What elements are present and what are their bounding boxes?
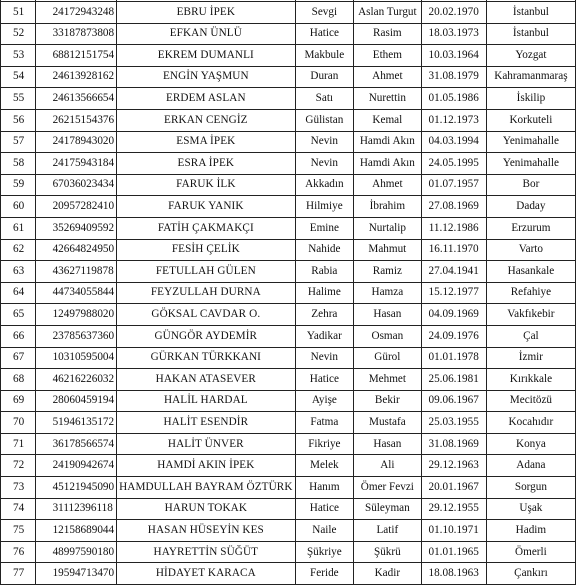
full-name-cell: HALİT ÜNVER xyxy=(117,433,295,455)
full-name-cell: HALİT ESENDİR xyxy=(117,412,295,434)
full-name-cell: ERDEM ASLAN xyxy=(117,88,295,110)
birth-place-cell: Mecitözü xyxy=(486,390,575,412)
id-number-cell: 24613566654 xyxy=(35,88,117,110)
father-name-cell: Hamdi Akın xyxy=(354,153,421,175)
mother-name-cell: Hatice xyxy=(295,369,354,391)
table-row xyxy=(1,325,576,347)
birth-date-cell: 04.03.1994 xyxy=(421,131,486,153)
birth-date-cell: 31.08.1969 xyxy=(421,433,486,455)
mother-name-cell: Akkadın xyxy=(295,174,354,196)
full-name-cell: FARUK İLK xyxy=(117,174,295,196)
full-name-cell: GÖKSAL CAVDAR O. xyxy=(117,304,295,326)
birth-place-cell: Korkuteli xyxy=(486,109,575,131)
table-row xyxy=(1,153,576,175)
row-number-cell: 51 xyxy=(1,2,36,24)
father-name-cell: Nurtalip xyxy=(354,217,421,239)
id-number-cell: 46216226032 xyxy=(35,369,117,391)
birth-place-cell: Varto xyxy=(486,239,575,261)
row-number-cell: 71 xyxy=(1,433,36,455)
table-row xyxy=(1,282,576,304)
mother-name-cell: Hatice xyxy=(295,23,354,45)
mother-name-cell: Hatice xyxy=(295,498,354,520)
id-number-cell: 44734055844 xyxy=(35,282,117,304)
full-name-cell: EKREM DUMANLI xyxy=(117,45,295,67)
table-row xyxy=(1,174,576,196)
row-number-cell: 59 xyxy=(1,174,36,196)
birth-place-cell: Adana xyxy=(486,455,575,477)
id-number-cell: 42664824950 xyxy=(35,239,117,261)
table-row xyxy=(1,88,576,110)
birth-place-cell: İskilip xyxy=(486,88,575,110)
full-name-cell: FETULLAH GÜLEN xyxy=(117,261,295,283)
birth-date-cell: 10.03.1964 xyxy=(421,45,486,67)
full-name-cell: FATİH ÇAKMAKÇI xyxy=(117,217,295,239)
table-row xyxy=(1,2,576,24)
birth-place-cell: Çal xyxy=(486,325,575,347)
father-name-cell: Latif xyxy=(354,520,421,542)
full-name-cell: ENGİN YAŞMUN xyxy=(117,66,295,88)
mother-name-cell: Naile xyxy=(295,520,354,542)
mother-name-cell: Makbule xyxy=(295,45,354,67)
birth-date-cell: 20.02.1970 xyxy=(421,2,486,24)
birth-place-cell: Konya xyxy=(486,433,575,455)
full-name-cell: HALİL HARDAL xyxy=(117,390,295,412)
row-number-cell: 63 xyxy=(1,261,36,283)
father-name-cell: Mahmut xyxy=(354,239,421,261)
mother-name-cell: Nevin xyxy=(295,153,354,175)
birth-date-cell: 16.11.1970 xyxy=(421,239,486,261)
id-number-cell: 24172943248 xyxy=(35,2,117,24)
table-row xyxy=(1,455,576,477)
id-number-cell: 19594713470 xyxy=(35,563,117,585)
mother-name-cell: Emine xyxy=(295,217,354,239)
id-number-cell: 12497988020 xyxy=(35,304,117,326)
birth-date-cell: 01.12.1973 xyxy=(421,109,486,131)
id-number-cell: 24175943184 xyxy=(35,153,117,175)
full-name-cell: FARUK YANIK xyxy=(117,196,295,218)
table-row xyxy=(1,45,576,67)
birth-place-cell: Kahramanmaraş xyxy=(486,66,575,88)
birth-place-cell: Erzurum xyxy=(486,217,575,239)
birth-date-cell: 29.12.1963 xyxy=(421,455,486,477)
birth-date-cell: 27.08.1969 xyxy=(421,196,486,218)
father-name-cell: Bekir xyxy=(354,390,421,412)
mother-name-cell: Ayişe xyxy=(295,390,354,412)
full-name-cell: ESMA İPEK xyxy=(117,131,295,153)
row-number-cell: 55 xyxy=(1,88,36,110)
row-number-cell: 54 xyxy=(1,66,36,88)
father-name-cell: Mustafa xyxy=(354,412,421,434)
id-number-cell: 51946135172 xyxy=(35,412,117,434)
table-row xyxy=(1,477,576,499)
father-name-cell: Rasim xyxy=(354,23,421,45)
birth-date-cell: 18.08.1963 xyxy=(421,563,486,585)
table-row xyxy=(1,498,576,520)
id-number-cell: 23785637360 xyxy=(35,325,117,347)
father-name-cell: Hasan xyxy=(354,433,421,455)
father-name-cell: Kadir xyxy=(354,563,421,585)
birth-place-cell: İzmir xyxy=(486,347,575,369)
birth-date-cell: 18.03.1973 xyxy=(421,23,486,45)
id-number-cell: 20957282410 xyxy=(35,196,117,218)
father-name-cell: Osman xyxy=(354,325,421,347)
father-name-cell: Nurettin xyxy=(354,88,421,110)
mother-name-cell: Fikriye xyxy=(295,433,354,455)
father-name-cell: İbrahim xyxy=(354,196,421,218)
table-row xyxy=(1,109,576,131)
mother-name-cell: Yadikar xyxy=(295,325,354,347)
birth-place-cell: Daday xyxy=(486,196,575,218)
birth-date-cell: 15.12.1977 xyxy=(421,282,486,304)
table-row xyxy=(1,347,576,369)
birth-place-cell: Hasankale xyxy=(486,261,575,283)
father-name-cell: Mehmet xyxy=(354,369,421,391)
full-name-cell: HAKAN ATASEVER xyxy=(117,369,295,391)
birth-place-cell: Refahiye xyxy=(486,282,575,304)
id-number-cell: 67036023434 xyxy=(35,174,117,196)
birth-place-cell: Çankırı xyxy=(486,563,575,585)
full-name-cell: GÜNGÖR AYDEMİR xyxy=(117,325,295,347)
row-number-cell: 73 xyxy=(1,477,36,499)
father-name-cell: Aslan Turgut xyxy=(354,2,421,24)
full-name-cell: HAMDULLAH BAYRAM ÖZTÜRK xyxy=(117,477,295,499)
table-row xyxy=(1,131,576,153)
id-number-cell: 24190942674 xyxy=(35,455,117,477)
full-name-cell: HARUN TOKAK xyxy=(117,498,295,520)
mother-name-cell: Sevgi xyxy=(295,2,354,24)
row-number-cell: 68 xyxy=(1,369,36,391)
id-number-cell: 45121945090 xyxy=(35,477,117,499)
birth-date-cell: 01.05.1986 xyxy=(421,88,486,110)
table-row xyxy=(1,541,576,563)
table-row xyxy=(1,412,576,434)
table-row xyxy=(1,239,576,261)
row-number-cell: 61 xyxy=(1,217,36,239)
row-number-cell: 53 xyxy=(1,45,36,67)
table-row xyxy=(1,563,576,585)
father-name-cell: Ramiz xyxy=(354,261,421,283)
birth-place-cell: Hadim xyxy=(486,520,575,542)
table-row xyxy=(1,304,576,326)
table-row xyxy=(1,66,576,88)
birth-place-cell: İstanbul xyxy=(486,23,575,45)
full-name-cell: EFKAN ÜNLÜ xyxy=(117,23,295,45)
birth-date-cell: 29.12.1955 xyxy=(421,498,486,520)
birth-date-cell: 11.12.1986 xyxy=(421,217,486,239)
birth-place-cell: Bor xyxy=(486,174,575,196)
row-number-cell: 76 xyxy=(1,541,36,563)
row-number-cell: 69 xyxy=(1,390,36,412)
full-name-cell: EBRU İPEK xyxy=(117,2,295,24)
id-number-cell: 48997590180 xyxy=(35,541,117,563)
full-name-cell: HAYRETTİN SÜĞÜT xyxy=(117,541,295,563)
mother-name-cell: Zehra xyxy=(295,304,354,326)
father-name-cell: Ethem xyxy=(354,45,421,67)
id-number-cell: 10310595004 xyxy=(35,347,117,369)
full-name-cell: ERKAN CENGİZ xyxy=(117,109,295,131)
birth-date-cell: 27.04.1941 xyxy=(421,261,486,283)
row-number-cell: 75 xyxy=(1,520,36,542)
birth-date-cell: 25.06.1981 xyxy=(421,369,486,391)
birth-place-cell: Yozgat xyxy=(486,45,575,67)
birth-date-cell: 01.07.1957 xyxy=(421,174,486,196)
table-row xyxy=(1,23,576,45)
birth-place-cell: Yenimahalle xyxy=(486,131,575,153)
table-row xyxy=(1,369,576,391)
id-number-cell: 43627119878 xyxy=(35,261,117,283)
mother-name-cell: Nevin xyxy=(295,347,354,369)
father-name-cell: Ahmet xyxy=(354,66,421,88)
birth-date-cell: 24.05.1995 xyxy=(421,153,486,175)
row-number-cell: 60 xyxy=(1,196,36,218)
row-number-cell: 56 xyxy=(1,109,36,131)
birth-place-cell: Ömerli xyxy=(486,541,575,563)
row-number-cell: 72 xyxy=(1,455,36,477)
full-name-cell: HASAN HÜSEYİN KES xyxy=(117,520,295,542)
father-name-cell: Kemal xyxy=(354,109,421,131)
table-row xyxy=(1,520,576,542)
birth-date-cell: 01.01.1978 xyxy=(421,347,486,369)
row-number-cell: 65 xyxy=(1,304,36,326)
id-number-cell: 12158689044 xyxy=(35,520,117,542)
row-number-cell: 66 xyxy=(1,325,36,347)
table-row xyxy=(1,261,576,283)
table-row xyxy=(1,390,576,412)
row-number-cell: 58 xyxy=(1,153,36,175)
mother-name-cell: Hanım xyxy=(295,477,354,499)
row-number-cell: 52 xyxy=(1,23,36,45)
table-row xyxy=(1,217,576,239)
mother-name-cell: Nahide xyxy=(295,239,354,261)
father-name-cell: Ali xyxy=(354,455,421,477)
row-number-cell: 64 xyxy=(1,282,36,304)
father-name-cell: Ahmet xyxy=(354,174,421,196)
id-number-cell: 35269409592 xyxy=(35,217,117,239)
full-name-cell: FEYZULLAH DURNA xyxy=(117,282,295,304)
father-name-cell: Gürol xyxy=(354,347,421,369)
father-name-cell: Hamdi Akın xyxy=(354,131,421,153)
birth-place-cell: Kırıkkale xyxy=(486,369,575,391)
birth-place-cell: İstanbul xyxy=(486,2,575,24)
table-body xyxy=(1,0,576,585)
full-name-cell: HAMDİ AKIN İPEK xyxy=(117,455,295,477)
row-number-cell: 67 xyxy=(1,347,36,369)
birth-date-cell: 09.06.1967 xyxy=(421,390,486,412)
father-name-cell: Süleyman xyxy=(354,498,421,520)
birth-date-cell: 25.03.1955 xyxy=(421,412,486,434)
mother-name-cell: Hilmiye xyxy=(295,196,354,218)
table-row xyxy=(1,196,576,218)
mother-name-cell: Duran xyxy=(295,66,354,88)
full-name-cell: GÜRKAN TÜRKKANI xyxy=(117,347,295,369)
birth-place-cell: Yenimahalle xyxy=(486,153,575,175)
id-number-cell: 33187873808 xyxy=(35,23,117,45)
birth-place-cell: Vakfıkebir xyxy=(486,304,575,326)
mother-name-cell: Satı xyxy=(295,88,354,110)
birth-date-cell: 31.08.1979 xyxy=(421,66,486,88)
full-name-cell: ESRA İPEK xyxy=(117,153,295,175)
father-name-cell: Ömer Fevzi xyxy=(354,477,421,499)
mother-name-cell: Fatma xyxy=(295,412,354,434)
birth-date-cell: 01.01.1965 xyxy=(421,541,486,563)
birth-date-cell: 24.09.1976 xyxy=(421,325,486,347)
id-number-cell: 36178566574 xyxy=(35,433,117,455)
birth-date-cell: 04.09.1969 xyxy=(421,304,486,326)
mother-name-cell: Rabia xyxy=(295,261,354,283)
mother-name-cell: Gülistan xyxy=(295,109,354,131)
row-number-cell: 62 xyxy=(1,239,36,261)
birth-place-cell: Uşak xyxy=(486,498,575,520)
id-number-cell: 68812151754 xyxy=(35,45,117,67)
mother-name-cell: Feride xyxy=(295,563,354,585)
row-number-cell: 57 xyxy=(1,131,36,153)
mother-name-cell: Nevin xyxy=(295,131,354,153)
birth-date-cell: 01.10.1971 xyxy=(421,520,486,542)
birth-place-cell: Kocahıdır xyxy=(486,412,575,434)
id-number-cell: 26215154376 xyxy=(35,109,117,131)
row-number-cell: 70 xyxy=(1,412,36,434)
id-number-cell: 24178943020 xyxy=(35,131,117,153)
id-number-cell: 28060459194 xyxy=(35,390,117,412)
table-row xyxy=(1,433,576,455)
row-number-cell: 77 xyxy=(1,563,36,585)
mother-name-cell: Şükriye xyxy=(295,541,354,563)
birth-date-cell: 20.01.1967 xyxy=(421,477,486,499)
full-name-cell: FESİH ÇELİK xyxy=(117,239,295,261)
mother-name-cell: Halime xyxy=(295,282,354,304)
father-name-cell: Hamza xyxy=(354,282,421,304)
full-name-cell: HİDAYET KARACA xyxy=(117,563,295,585)
id-number-cell: 24613928162 xyxy=(35,66,117,88)
father-name-cell: Şükrü xyxy=(354,541,421,563)
mother-name-cell: Melek xyxy=(295,455,354,477)
father-name-cell: Hasan xyxy=(354,304,421,326)
id-number-cell: 31112396118 xyxy=(35,498,117,520)
row-number-cell: 74 xyxy=(1,498,36,520)
birth-place-cell: Sorgun xyxy=(486,477,575,499)
